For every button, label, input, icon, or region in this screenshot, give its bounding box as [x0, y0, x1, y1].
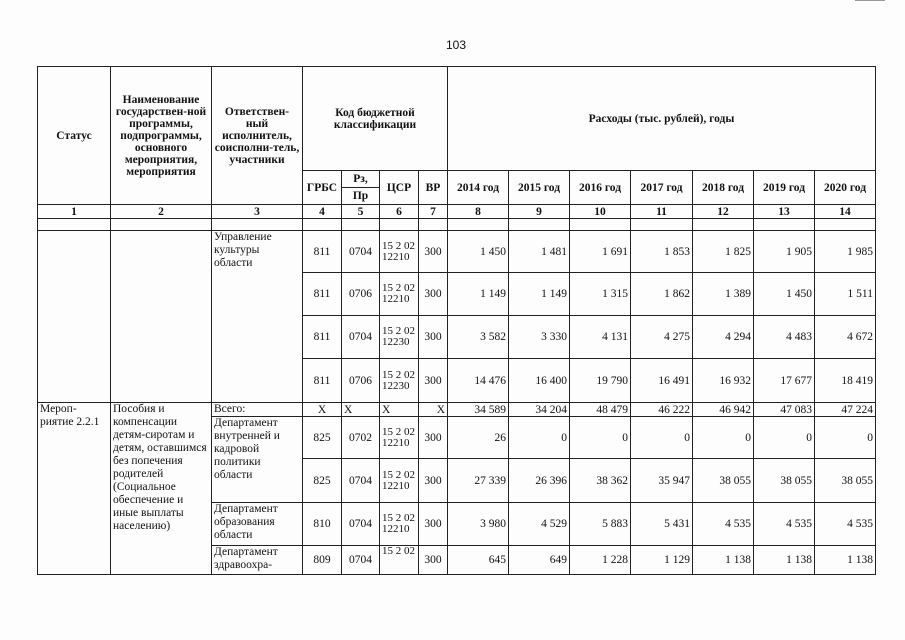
value-cell: 46 942	[693, 403, 754, 417]
value-cell: 1 389	[693, 273, 754, 316]
grbs-cell: 809	[303, 546, 342, 575]
header-status: Статус	[38, 67, 111, 205]
rzpr-cell: 0706	[342, 273, 380, 316]
header-budget-code: Код бюджетной классификации	[303, 67, 448, 171]
csr-cell: 15 2 02 12210	[380, 459, 419, 503]
value-cell: 3 980	[448, 503, 509, 546]
csr-cell: 15 2 02 12210	[380, 417, 419, 459]
value-cell: 14 476	[448, 359, 509, 403]
header-csr: ЦСР	[380, 171, 419, 205]
csr-cell: 15 2 02 12230	[380, 316, 419, 359]
value-cell: 38 055	[815, 459, 876, 503]
header-grbs: ГРБС	[303, 171, 342, 205]
header-year: 2015 год	[509, 171, 570, 205]
value-cell: 0	[570, 417, 631, 459]
header-year: 2020 год	[815, 171, 876, 205]
rzpr-cell: 0704	[342, 231, 380, 273]
column-number: 8	[448, 205, 509, 219]
value-cell: 5 431	[631, 503, 693, 546]
value-cell: 3 582	[448, 316, 509, 359]
column-number: 13	[754, 205, 815, 219]
grbs-cell: 811	[303, 316, 342, 359]
value-cell: 47 224	[815, 403, 876, 417]
column-number: 11	[631, 205, 693, 219]
value-cell: 16 491	[631, 359, 693, 403]
value-cell: 4 294	[693, 316, 754, 359]
csr-cell: X	[380, 403, 419, 417]
vr-cell: 300	[419, 503, 448, 546]
column-number: 12	[693, 205, 754, 219]
value-cell: 1 450	[448, 231, 509, 273]
executor-total: Всего:	[212, 403, 303, 417]
grbs-cell: 811	[303, 273, 342, 316]
header-year: 2014 год	[448, 171, 509, 205]
value-cell: 38 362	[570, 459, 631, 503]
value-cell: 4 672	[815, 316, 876, 359]
program-name-cell	[111, 231, 212, 403]
value-cell: 1 315	[570, 273, 631, 316]
value-cell: 35 947	[631, 459, 693, 503]
header-year: 2017 год	[631, 171, 693, 205]
grbs-cell: 811	[303, 231, 342, 273]
measure-status: Мероп-риятие 2.2.1	[38, 403, 111, 575]
grbs-cell: 810	[303, 503, 342, 546]
value-cell: 4 535	[815, 503, 876, 546]
vr-cell: X	[419, 403, 448, 417]
measure-name: Пособия и компенсации детям-сиротам и детям, оставшимся без попечения родителей (Социальное обеспечение и иные выплаты населению)	[111, 403, 212, 575]
header-program-name: Наименование государствен-ной программы, подпрограммы, основного мероприятия, мероприятия	[111, 67, 212, 205]
header-expenses: Расходы (тыс. рублей), годы	[448, 67, 876, 171]
value-cell: 1 138	[693, 546, 754, 575]
value-cell: 4 535	[754, 503, 815, 546]
executor-culture: Управление культуры области	[212, 231, 303, 403]
csr-cell: 15 2 02 12210	[380, 503, 419, 546]
value-cell: 1 138	[815, 546, 876, 575]
column-number: 9	[509, 205, 570, 219]
value-cell: 0	[509, 417, 570, 459]
grbs-cell: 811	[303, 359, 342, 403]
value-cell: 0	[631, 417, 693, 459]
rzpr-cell: 0704	[342, 316, 380, 359]
vr-cell: 300	[419, 316, 448, 359]
value-cell: 0	[693, 417, 754, 459]
value-cell: 26	[448, 417, 509, 459]
value-cell: 4 529	[509, 503, 570, 546]
value-cell: 1 905	[754, 231, 815, 273]
value-cell: 4 131	[570, 316, 631, 359]
value-cell: 17 677	[754, 359, 815, 403]
rzpr-cell: 0704	[342, 459, 380, 503]
value-cell: 47 083	[754, 403, 815, 417]
value-cell: 1 450	[754, 273, 815, 316]
csr-cell: 15 2 02 12210	[380, 273, 419, 316]
grbs-cell: 825	[303, 417, 342, 459]
rzpr-cell: 0704	[342, 546, 380, 575]
column-number: 6	[380, 205, 419, 219]
vr-cell: 300	[419, 273, 448, 316]
grbs-cell: X	[303, 403, 342, 417]
executor-education: Департамент образования области	[212, 503, 303, 546]
header-executor: Ответствен-ный исполнитель, соисполни-тель, участники	[212, 67, 303, 205]
value-cell: 34 204	[509, 403, 570, 417]
value-cell: 1 228	[570, 546, 631, 575]
value-cell: 1 149	[448, 273, 509, 316]
value-cell: 1 481	[509, 231, 570, 273]
value-cell: 4 275	[631, 316, 693, 359]
scan-corner-mark	[855, 0, 885, 1]
value-cell: 5 883	[570, 503, 631, 546]
column-number: 5	[342, 205, 380, 219]
value-cell: 4 483	[754, 316, 815, 359]
executor-health: Департамент здравоохра-	[212, 546, 303, 575]
value-cell: 649	[509, 546, 570, 575]
vr-cell: 300	[419, 459, 448, 503]
value-cell: 1 138	[754, 546, 815, 575]
column-number: 14	[815, 205, 876, 219]
value-cell: 645	[448, 546, 509, 575]
executor-personnel: Департамент внутренней и кадровой политики области	[212, 417, 303, 503]
rzpr-cell: 0702	[342, 417, 380, 459]
csr-cell: 15 2 02 12230	[380, 359, 419, 403]
header-rz: Рз,	[342, 171, 380, 188]
rzpr-cell: X	[342, 403, 380, 417]
csr-cell: 15 2 02 12210	[380, 231, 419, 273]
value-cell: 1 985	[815, 231, 876, 273]
status-cell	[38, 231, 111, 403]
rzpr-cell: 0704	[342, 503, 380, 546]
header-pr: Пр	[342, 188, 380, 205]
value-cell: 1 862	[631, 273, 693, 316]
vr-cell: 300	[419, 417, 448, 459]
value-cell: 0	[754, 417, 815, 459]
value-cell: 3 330	[509, 316, 570, 359]
header-row	[38, 67, 876, 171]
value-cell: 1 853	[631, 231, 693, 273]
value-cell: 34 589	[448, 403, 509, 417]
value-cell: 1 129	[631, 546, 693, 575]
value-cell: 0	[815, 417, 876, 459]
value-cell: 1 691	[570, 231, 631, 273]
vr-cell: 300	[419, 359, 448, 403]
column-number: 10	[570, 205, 631, 219]
page-number: 103	[446, 38, 467, 52]
value-cell: 46 222	[631, 403, 693, 417]
value-cell: 1 511	[815, 273, 876, 316]
column-number-row	[38, 205, 876, 219]
header-vr: ВР	[419, 171, 448, 205]
vr-cell: 300	[419, 231, 448, 273]
value-cell: 26 396	[509, 459, 570, 503]
column-number: 4	[303, 205, 342, 219]
table-row	[38, 231, 876, 273]
vr-cell: 300	[419, 546, 448, 575]
value-cell: 16 932	[693, 359, 754, 403]
value-cell: 1 149	[509, 273, 570, 316]
table-row-total	[38, 403, 876, 417]
budget-table	[37, 66, 876, 575]
value-cell: 27 339	[448, 459, 509, 503]
header-year: 2019 год	[754, 171, 815, 205]
header-year: 2018 год	[693, 171, 754, 205]
rzpr-cell: 0706	[342, 359, 380, 403]
spacer-row	[38, 219, 876, 231]
column-number: 3	[212, 205, 303, 219]
grbs-cell: 825	[303, 459, 342, 503]
value-cell: 38 055	[754, 459, 815, 503]
value-cell: 38 055	[693, 459, 754, 503]
csr-cell: 15 2 02	[380, 546, 419, 575]
column-number: 2	[111, 205, 212, 219]
value-cell: 4 535	[693, 503, 754, 546]
value-cell: 16 400	[509, 359, 570, 403]
value-cell: 18 419	[815, 359, 876, 403]
column-number: 1	[38, 205, 111, 219]
column-number: 7	[419, 205, 448, 219]
value-cell: 1 825	[693, 231, 754, 273]
value-cell: 48 479	[570, 403, 631, 417]
header-year: 2016 год	[570, 171, 631, 205]
value-cell: 19 790	[570, 359, 631, 403]
